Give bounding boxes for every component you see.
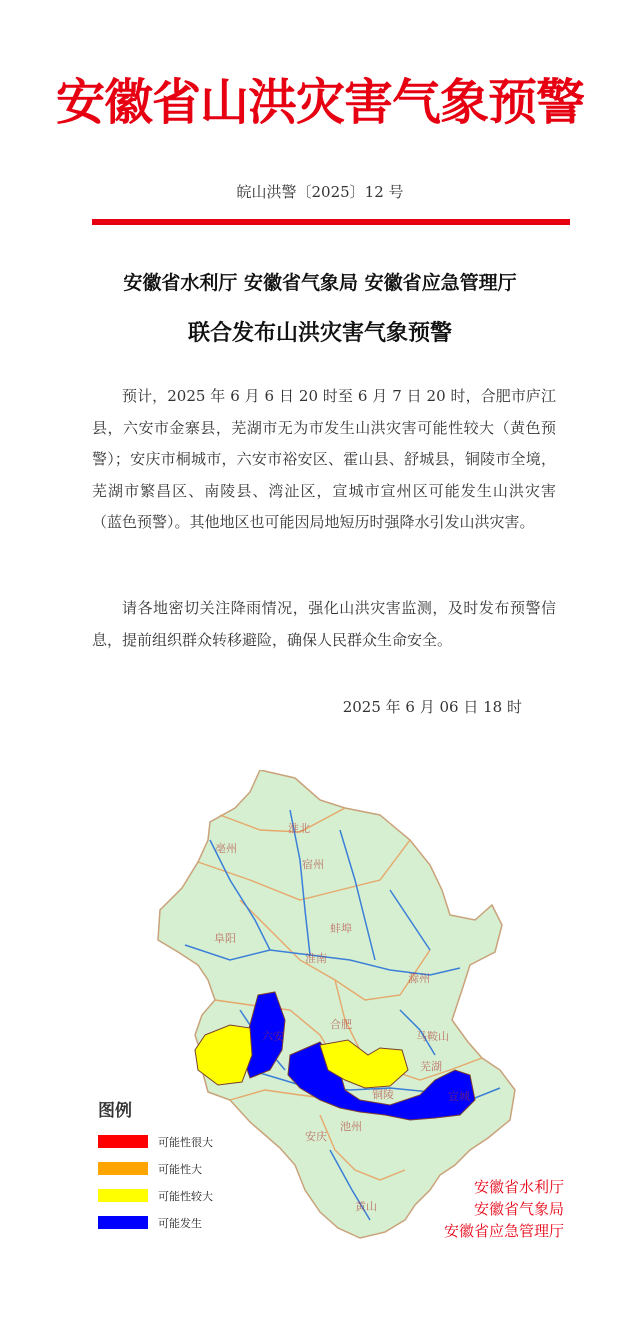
map-label: 淮南 [305, 952, 327, 965]
map-label: 安庆 [305, 1130, 327, 1143]
map-legend [98, 1096, 238, 1236]
map-label: 亳州 [215, 842, 237, 855]
document-title: 安徽省山洪灾害气象预警 [55, 73, 584, 131]
legend-title: 图例 [98, 1101, 132, 1121]
agency-meteorology: 安徽省气象局 [473, 1200, 564, 1218]
map-label: 黄山 [355, 1200, 377, 1213]
map-label: 宣城 [448, 1090, 470, 1103]
agency-signatures [424, 1176, 564, 1242]
map-label: 池州 [340, 1120, 362, 1133]
map-label: 合肥 [330, 1018, 352, 1031]
forecast-paragraph: 预计，2025 年 6 月 6 日 20 时至 6 月 7 日 20 时，合肥市庐江县，六安市金寨县，芜湖市无为市发生山洪灾害可能性较大（黄色预警）；安庆市桐城市，六安市裕安区、霍山县、舒城县，铜陵市全境，芜湖市繁昌区、南陵县、湾沚区，宣城市宣州区可能发生山洪灾害（蓝色预警）。其他地区也可能因局地短历时强降水引发山洪灾害。 [92, 387, 556, 531]
legend-item [98, 1182, 238, 1209]
legend-item [98, 1128, 238, 1155]
red-divider [92, 219, 570, 225]
legend-swatch-yellow [98, 1189, 148, 1202]
legend-item [98, 1155, 238, 1182]
map-label: 马鞍山 [416, 1030, 449, 1043]
legend-swatch-orange [98, 1162, 148, 1175]
legend-item [98, 1209, 238, 1236]
map-label: 滁州 [408, 972, 430, 985]
legend-label: 可能发生 [158, 1216, 202, 1230]
map-label: 蚌埠 [330, 922, 352, 935]
map-label: 六安 [262, 1030, 284, 1043]
map-label: 宿州 [302, 858, 324, 871]
issue-date: 2025 年 6 月 06 日 18 时 [342, 698, 522, 716]
map-label: 芜湖 [420, 1060, 442, 1073]
map-label: 淮北 [288, 822, 310, 835]
legend-label: 可能性很大 [158, 1135, 213, 1149]
instruction-paragraph: 请各地密切关注降雨情况，强化山洪灾害监测，及时发布预警信息，提前组织群众转移避险，确保人民群众生命安全。 [92, 599, 556, 649]
warning-subtitle: 联合发布山洪灾害气象预警 [187, 321, 452, 346]
legend-swatch-red [98, 1135, 148, 1148]
agency-water: 安徽省水利厅 [473, 1178, 564, 1196]
document-number: 皖山洪警〔2025〕12 号 [236, 183, 404, 201]
map-label: 阜阳 [214, 932, 236, 945]
agency-emergency: 安徽省应急管理厅 [443, 1222, 564, 1240]
legend-swatch-blue [98, 1216, 148, 1229]
map-label: 铜陵 [372, 1088, 394, 1101]
issuing-agencies: 安徽省水利厅 安徽省气象局 安徽省应急管理厅 [123, 272, 517, 294]
legend-label: 可能性较大 [158, 1189, 213, 1203]
legend-label: 可能性大 [158, 1162, 202, 1176]
